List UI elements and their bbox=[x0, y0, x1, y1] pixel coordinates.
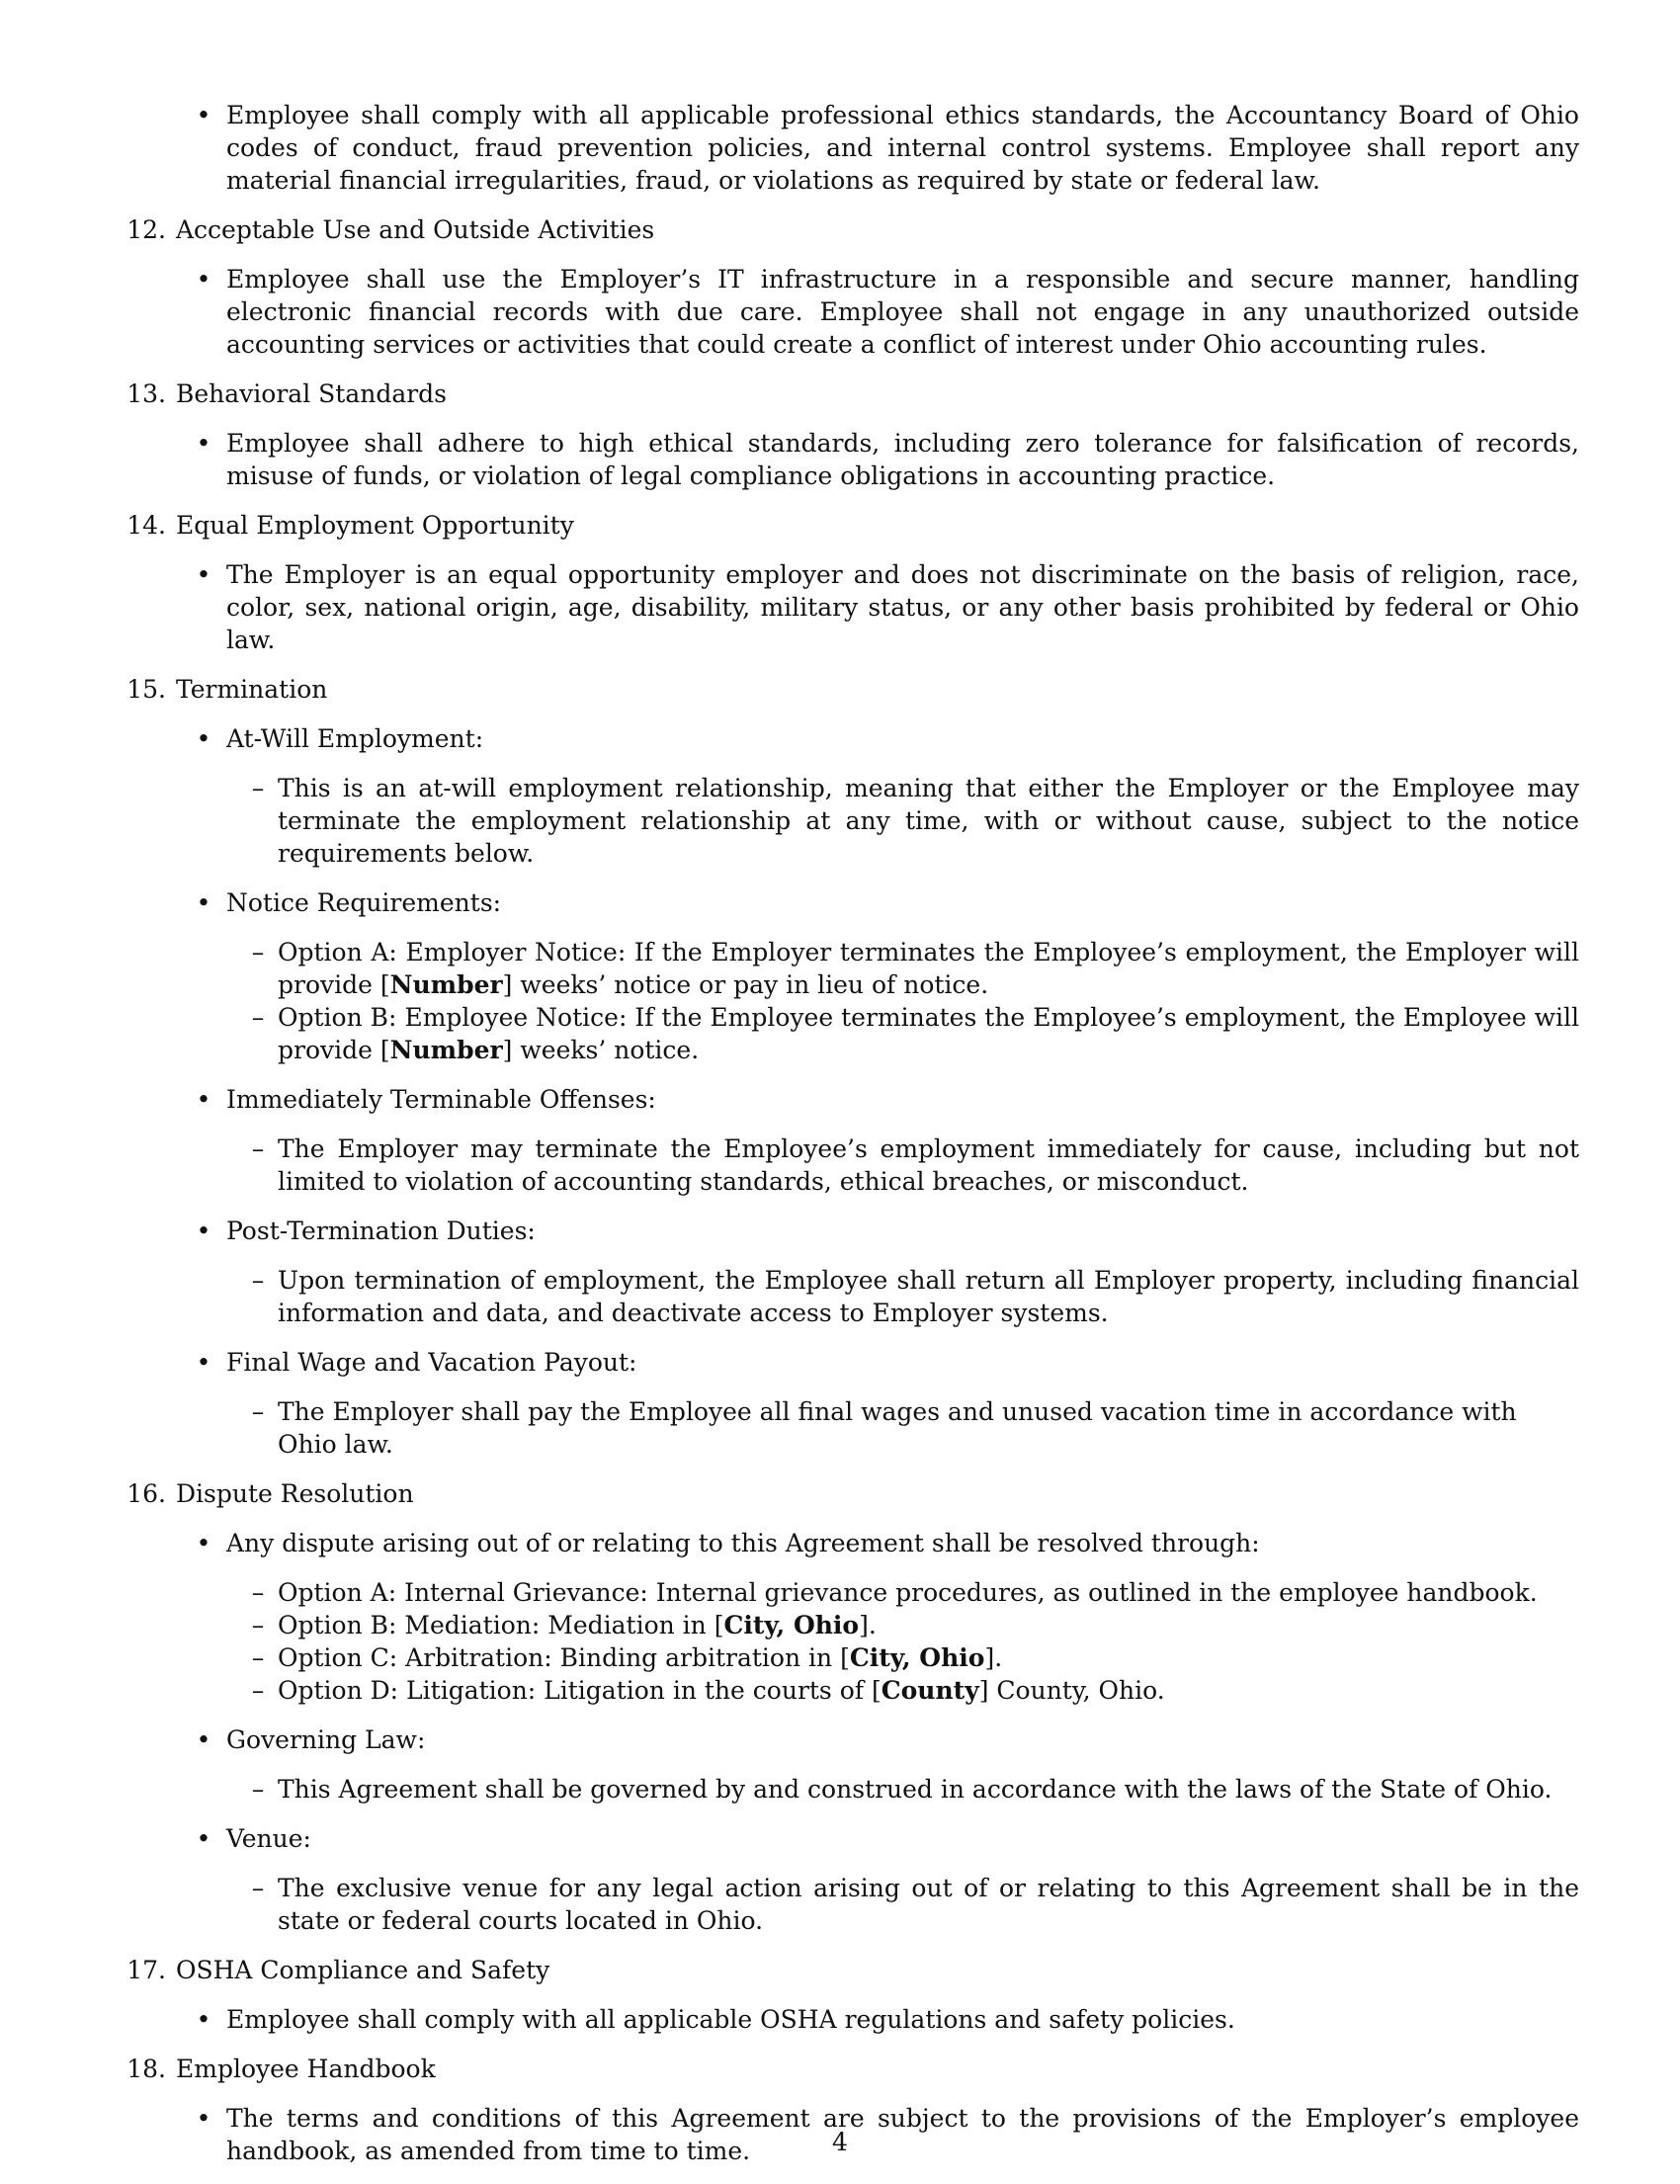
paragraph: This is an at-will employment relationship, meaning that either the Employer or the Employee may terminate the employment relationship at any time, with or without cause, subject to the notice requirements below. bbox=[278, 774, 1579, 868]
dash-icon: – bbox=[251, 1003, 265, 1032]
sub-list bbox=[117, 1133, 1579, 1198]
paragraph: Employee shall adhere to high ethical standards, including zero tolerance for falsification of records, misuse of funds, or violation of legal compliance obligations in accounting practice. bbox=[226, 429, 1579, 490]
paragraph: The Employer is an equal opportunity employer and does not discriminate on the basis of religion, race, color, sex, national origin, age, disability, military status, or any other basis prohibited by federal or Ohio law. bbox=[226, 560, 1579, 654]
paragraph: Employee shall use the Employer’s IT infrastructure in a responsible and secure manner, handling electronic financial records with due care. Employee shall not engage in any unauthorized outside accounting services or activities that could create a conflict of interest under Ohio accounting rules. bbox=[226, 265, 1579, 359]
section-number: 13. bbox=[126, 379, 166, 408]
text-run: Option A: Employer Notice: If the Employer terminates the Employee’s employment, the Employer will provide [ bbox=[278, 938, 1579, 999]
section-title: Behavioral Standards bbox=[176, 379, 448, 408]
list-item bbox=[117, 263, 1579, 361]
bullet-icon: • bbox=[196, 2005, 211, 2034]
bullet-icon: • bbox=[196, 560, 211, 589]
list-item bbox=[117, 427, 1579, 492]
list-item bbox=[117, 1346, 1579, 1379]
section-title: Employee Handbook bbox=[176, 2055, 436, 2083]
section-heading bbox=[117, 213, 1579, 246]
sub-list bbox=[117, 772, 1579, 870]
paragraph bbox=[278, 1609, 1579, 1641]
bullet-icon: • bbox=[196, 1217, 211, 1245]
sub-list-item bbox=[117, 1395, 1579, 1461]
sub-list bbox=[117, 1395, 1579, 1461]
paragraph: The exclusive venue for any legal action arising out of or relating to this Agreement shall be in the state or federal courts located in Ohio. bbox=[278, 1874, 1579, 1935]
page-number: 4 bbox=[832, 2128, 848, 2156]
dash-icon: – bbox=[251, 938, 265, 966]
list-item bbox=[117, 1723, 1579, 1756]
text-run: ] weeks’ notice or pay in lieu of notice. bbox=[502, 970, 989, 999]
text-run: ]. bbox=[859, 1611, 877, 1639]
list-item bbox=[117, 1083, 1579, 1116]
list-item bbox=[117, 886, 1579, 919]
section-number: 17. bbox=[126, 1956, 166, 1984]
dash-icon: – bbox=[251, 1874, 265, 1902]
list-item-label: Venue: bbox=[226, 1824, 311, 1853]
sub-list-item bbox=[117, 1576, 1579, 1609]
sub-list bbox=[117, 1872, 1579, 1937]
bullet-icon: • bbox=[196, 888, 211, 917]
placeholder-field: Number bbox=[389, 970, 503, 999]
sub-list-item bbox=[117, 1674, 1579, 1707]
sub-list bbox=[117, 1576, 1579, 1707]
list-item-label: Notice Requirements: bbox=[226, 888, 502, 917]
section-heading bbox=[117, 378, 1579, 410]
sub-list-item bbox=[117, 936, 1579, 1001]
section-number: 15. bbox=[126, 675, 166, 704]
bullet-icon: • bbox=[196, 1529, 211, 1557]
paragraph: The terms and conditions of this Agreement are subject to the provisions of the Employer’s employee handbook, as amended from time to time. bbox=[226, 2104, 1579, 2165]
sub-list bbox=[117, 1773, 1579, 1806]
list-item bbox=[117, 99, 1579, 197]
sub-list-item bbox=[117, 1641, 1579, 1674]
dash-icon: – bbox=[251, 1611, 265, 1639]
paragraph: The Employer may terminate the Employee’s employment immediately for cause, including but not limited to violation of accounting standards, ethical breaches, or misconduct. bbox=[278, 1134, 1579, 1196]
paragraph: Employee shall comply with all applicable OSHA regulations and safety policies. bbox=[226, 2005, 1235, 2034]
placeholder-field: County bbox=[881, 1676, 979, 1705]
sub-list-item bbox=[117, 1133, 1579, 1198]
dash-icon: – bbox=[251, 1578, 265, 1607]
placeholder-field: City, Ohio bbox=[849, 1643, 985, 1672]
section-title: Acceptable Use and Outside Activities bbox=[176, 215, 655, 244]
section-number: 18. bbox=[126, 2055, 166, 2083]
text-run: Option B: Mediation: Mediation in [ bbox=[278, 1611, 724, 1639]
bullet-icon: • bbox=[196, 2104, 211, 2133]
list-item-label: Final Wage and Vacation Payout: bbox=[226, 1348, 637, 1377]
section-12 bbox=[117, 213, 1579, 361]
text-run: Option D: Litigation: Litigation in the courts of [ bbox=[278, 1676, 882, 1705]
list-item bbox=[117, 1215, 1579, 1247]
sub-list-item bbox=[117, 1609, 1579, 1641]
sub-list bbox=[117, 1264, 1579, 1329]
section-title: OSHA Compliance and Safety bbox=[176, 1956, 550, 1984]
list-item-label: At-Will Employment: bbox=[226, 724, 484, 753]
sub-list-item bbox=[117, 1001, 1579, 1066]
section-16 bbox=[117, 1477, 1579, 1937]
section-heading bbox=[117, 2053, 1579, 2085]
section-17 bbox=[117, 1954, 1579, 2036]
paragraph bbox=[278, 1001, 1579, 1066]
bullet-icon: • bbox=[196, 429, 211, 458]
dash-icon: – bbox=[251, 1676, 265, 1705]
list-item bbox=[117, 1822, 1579, 1855]
sub-list-item bbox=[117, 1872, 1579, 1937]
section-title: Termination bbox=[176, 675, 328, 704]
bullet-icon: • bbox=[196, 724, 211, 753]
sub-list-item bbox=[117, 772, 1579, 870]
list-item bbox=[117, 558, 1579, 656]
placeholder-field: Number bbox=[389, 1036, 503, 1064]
paragraph: This Agreement shall be governed by and construed in accordance with the laws of the State of Ohio. bbox=[278, 1775, 1553, 1804]
section-title: Equal Employment Opportunity bbox=[176, 511, 574, 540]
section-15 bbox=[117, 673, 1579, 1461]
section-heading bbox=[117, 509, 1579, 542]
list-item bbox=[117, 1527, 1579, 1559]
sub-list-item bbox=[117, 1264, 1579, 1329]
paragraph bbox=[278, 936, 1579, 1001]
text-run: ]. bbox=[984, 1643, 1003, 1672]
bullet-icon: • bbox=[196, 1085, 211, 1114]
sub-list bbox=[117, 936, 1579, 1066]
text-run: ] weeks’ notice. bbox=[502, 1036, 700, 1064]
section-title: Dispute Resolution bbox=[176, 1479, 414, 1508]
section-number: 12. bbox=[126, 215, 166, 244]
bullet-icon: • bbox=[196, 1348, 211, 1377]
bullet-icon: • bbox=[196, 101, 211, 129]
text-run: Option B: Employee Notice: If the Employee terminates the Employee’s employment, the Employee will provide [ bbox=[278, 1003, 1579, 1064]
list-item-label: Any dispute arising out of or relating to this Agreement shall be resolved through: bbox=[226, 1529, 1260, 1557]
paragraph: Option A: Internal Grievance: Internal grievance procedures, as outlined in the employee handbook. bbox=[278, 1578, 1538, 1607]
dash-icon: – bbox=[251, 1397, 265, 1426]
dash-icon: – bbox=[251, 774, 265, 802]
text-run: ] County, Ohio. bbox=[978, 1676, 1165, 1705]
list-item-label: Immediately Terminable Offenses: bbox=[226, 1085, 656, 1114]
list-item-label: Post-Termination Duties: bbox=[226, 1217, 536, 1245]
paragraph bbox=[278, 1641, 1579, 1674]
dash-icon: – bbox=[251, 1134, 265, 1163]
bullet-icon: • bbox=[196, 1824, 211, 1853]
section-heading bbox=[117, 1954, 1579, 1986]
document-page bbox=[117, 99, 1579, 2184]
list-item bbox=[117, 722, 1579, 755]
paragraph: Employee shall comply with all applicable professional ethics standards, the Accountancy Board of Ohio codes of conduct, fraud prevention policies, and internal control systems. Employee shall report any material financial irregularities, fraud, or violations as required by state or federal law. bbox=[226, 101, 1579, 195]
paragraph bbox=[278, 1674, 1579, 1707]
section-14 bbox=[117, 509, 1579, 656]
list-item bbox=[117, 2003, 1579, 2036]
section-number: 16. bbox=[126, 1479, 166, 1508]
bullet-icon: • bbox=[196, 1725, 211, 1754]
dash-icon: – bbox=[251, 1266, 265, 1295]
sub-list-item bbox=[117, 1773, 1579, 1806]
bullet-icon: • bbox=[196, 265, 211, 294]
section-number: 14. bbox=[126, 511, 166, 540]
section-13 bbox=[117, 378, 1579, 492]
paragraph: The Employer shall pay the Employee all final wages and unused vacation time in accordance with Ohio law. bbox=[278, 1397, 1517, 1459]
text-run: Option C: Arbitration: Binding arbitration in [ bbox=[278, 1643, 850, 1672]
dash-icon: – bbox=[251, 1643, 265, 1672]
paragraph: Upon termination of employment, the Employee shall return all Employer property, including financial information and data, and deactivate access to Employer systems. bbox=[278, 1266, 1579, 1327]
section-heading bbox=[117, 1477, 1579, 1510]
dash-icon: – bbox=[251, 1775, 265, 1804]
section-heading bbox=[117, 673, 1579, 706]
list-item-label: Governing Law: bbox=[226, 1725, 426, 1754]
placeholder-field: City, Ohio bbox=[723, 1611, 860, 1639]
